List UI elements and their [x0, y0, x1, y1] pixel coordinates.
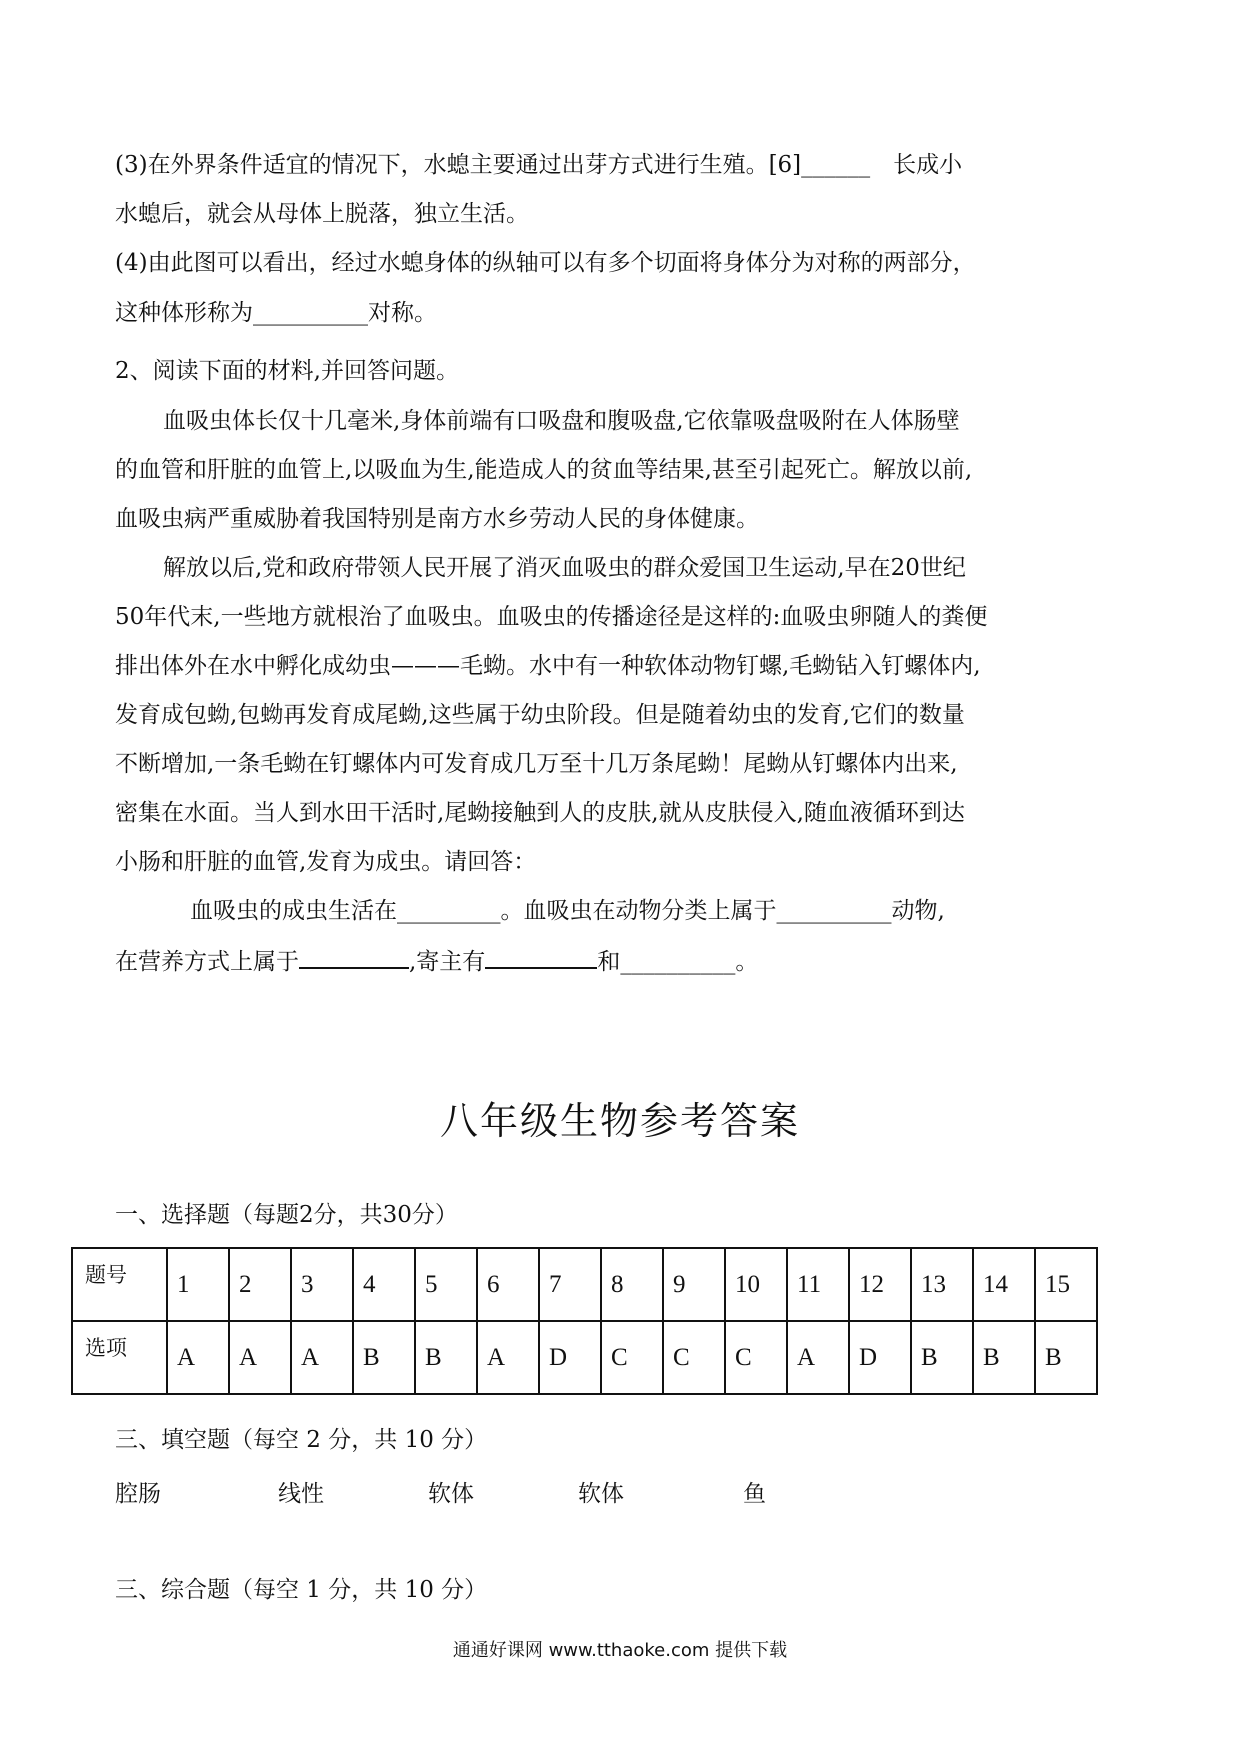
q3-line-2: 水螅后，就会从母体上脱落，独立生活。 [115, 201, 529, 227]
number-cell: 9 [663, 1248, 725, 1321]
answer-cell: B [415, 1321, 477, 1394]
para2-line-6: 密集在水面。当人到水田干活时,尾蚴接触到人的皮肤,就从皮肤侵入,随血液循环到达 [115, 800, 965, 826]
answer-cell: B [1035, 1321, 1097, 1394]
q4-line-1: (4)由此图可以看出，经过水螅身体的纵轴可以有多个切面将身体分为对称的两部分， [115, 250, 976, 276]
answer-cell: B [911, 1321, 973, 1394]
answer-cell: D [849, 1321, 911, 1394]
fill-answer: 鱼 [743, 1481, 766, 1507]
number-cell: 1 [167, 1248, 229, 1321]
answer-cell: A [787, 1321, 849, 1394]
answer-cell: A [291, 1321, 353, 1394]
answer-cell: D [539, 1321, 601, 1394]
number-cell: 10 [725, 1248, 787, 1321]
number-cell: 4 [353, 1248, 415, 1321]
para1-line-2: 的血管和肝脏的血管上,以吸血为生,能造成人的贫血等结果,甚至引起死亡。解放以前, [115, 457, 973, 483]
number-cell: 8 [601, 1248, 663, 1321]
answer-cell: C [663, 1321, 725, 1394]
number-cell: 11 [787, 1248, 849, 1321]
answer-blank-nutrition[interactable] [299, 945, 409, 969]
answer-table [71, 1247, 1098, 1395]
para2-line-2: 50年代末,一些地方就根治了血吸虫。血吸虫的传播途径是这样的:血吸虫卵随人的粪便 [115, 604, 988, 630]
section2-heading: 三、填空题（每空 2 分，共 10 分） [115, 1427, 488, 1453]
para2-line-3: 排出体外在水中孵化成幼虫———毛蚴。水中有一种软体动物钉螺,毛蚴钻入钉螺体内, [115, 653, 981, 679]
answer-title: 八年级生物参考答案 [439, 1099, 800, 1143]
number-cell: 14 [973, 1248, 1035, 1321]
question-line-2 [115, 945, 758, 977]
para2-line-5: 不断增加,一条毛蚴在钉螺体内可发育成几万至十几万条尾蚴！尾蚴从钉螺体内出来, [115, 751, 958, 777]
para1-line-1: 血吸虫体长仅十几毫米,身体前端有口吸盘和腹吸盘,它依靠吸盘吸附在人体肠壁 [163, 408, 960, 434]
para2-line-7: 小肠和肝脏的血管,发育为成虫。请回答： [115, 849, 537, 875]
row-label-number: 题号 [72, 1248, 167, 1321]
q3-line-1: (3)在外界条件适宜的情况下，水螅主要通过出芽方式进行生殖。[6]______ 长成小 [115, 152, 963, 178]
para2-line-1: 解放以后,党和政府带领人民开展了消灭血吸虫的群众爱国卫生运动,早在20世纪 [163, 555, 966, 581]
section1-heading: 一、选择题（每题2分，共30分） [115, 1202, 458, 1228]
para1-line-3: 血吸虫病严重威胁着我国特别是南方水乡劳动人民的身体健康。 [115, 506, 759, 532]
question-2-heading: 2、阅读下面的材料,并回答问题。 [115, 358, 459, 384]
para2-line-4: 发育成包蚴,包蚴再发育成尾蚴,这些属于幼虫阶段。但是随着幼虫的发育,它们的数量 [115, 702, 965, 728]
number-cell: 2 [229, 1248, 291, 1321]
section3-heading: 三、综合题（每空 1 分，共 10 分） [115, 1577, 488, 1603]
number-cell: 13 [911, 1248, 973, 1321]
table-row-answers [72, 1321, 1097, 1394]
question-line-2-text-a: 在营养方式上属于 [115, 949, 299, 975]
number-cell: 12 [849, 1248, 911, 1321]
answer-cell: C [725, 1321, 787, 1394]
answer-cell: A [167, 1321, 229, 1394]
answer-cell: A [477, 1321, 539, 1394]
footer-text: 通通好课网 www.tthaoke.com 提供下载 [452, 1640, 788, 1661]
number-cell: 6 [477, 1248, 539, 1321]
answer-cell: B [353, 1321, 415, 1394]
answer-cell: A [229, 1321, 291, 1394]
fill-answer: 线性 [278, 1481, 324, 1507]
number-cell: 15 [1035, 1248, 1097, 1321]
fill-answer: 软体 [428, 1481, 474, 1507]
answer-cell: B [973, 1321, 1035, 1394]
question-line-1: 血吸虫的成虫生活在_________。血吸虫在动物分类上属于__________动物, [190, 898, 945, 924]
question-line-2-text-c: 和__________。 [597, 949, 759, 975]
fill-answer: 软体 [578, 1481, 624, 1507]
answer-blank-host-1[interactable] [485, 945, 597, 969]
q4-line-2: 这种体形称为__________对称。 [115, 300, 437, 326]
number-cell: 3 [291, 1248, 353, 1321]
table-row-numbers [72, 1248, 1097, 1321]
number-cell: 5 [415, 1248, 477, 1321]
row-label-answer: 选项 [72, 1321, 167, 1394]
question-line-2-text-b: ,寄主有 [409, 949, 486, 975]
fill-answer: 腔肠 [115, 1481, 161, 1507]
number-cell: 7 [539, 1248, 601, 1321]
answer-cell: C [601, 1321, 663, 1394]
